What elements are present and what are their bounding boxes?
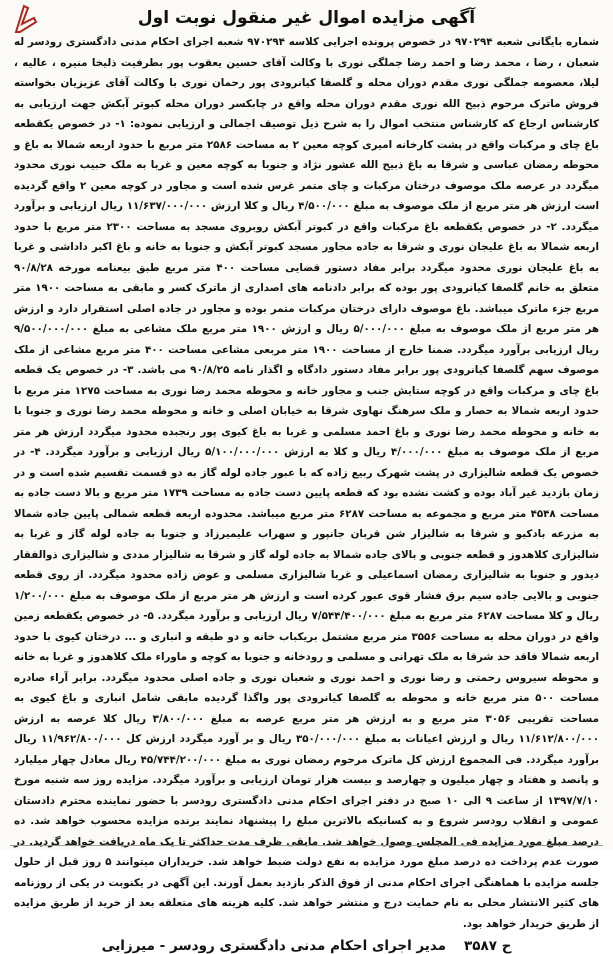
notice-body: شماره بایگانی شعبه ۹۷۰۲۹۴ در خصوص پرونده اجرایی کلاسه ۹۷۰۲۹۴ شعبه اجرای احکام مدنی دادگستری رودسر له شعبان ، رضا ، محمد رضا و احمد رضا جملگی نوری با وکالت آقای حسین یعقوب پور بطرفیت ذلیخا منیره ، عالیه ، لیلا، معصومه جملگی نوری مقدم دوران محله و گلصفا کیانرودی پور رحمان نوری با وکالت آقای عزیزیان بخواسته فروش ماترک مرحوم ذبیح الله نوری مقدم دوران محله واقع در چابکسر دوران محله کبوتر آبکش جهت ارزیابی به کارشناس ارجاع که کارشناس منتخب اموال را به شرح ذیل توصیف اجمالی و ارزیابی نموده: ۱- در خصوص یکقطعه باغ چای و مرکبات واقع در پشت کارخانه امیری کوچه معین ۲ به مساحت ۲۵۸۶ متر مربع با حدود اربعه شمالا به باغ و محوطه رمضان عباسی و شرقا به باغ ذبیح الله عشور نژاد و جنوبا به کوچه معین و غربا به ملک حبیب نوری محدود میگردد در عرصه ملک موصوف درختان مرکبات و چای متمر غرس شده است و مجاور در کوچه معین ۲ واقع گردیده است ارزش هر متر مربع از ملک موصوف به مبلغ ۴/۵۰۰/۰۰۰ ریال و کلا ارزش ۱۱/۶۳۷/۰۰۰/۰۰۰ ریال ارزیابی و برآورد میگردد. ۲- در خصوص یکقطعه باغ مرکبات واقع در کبوتر آبکش روبروی مسجد به مساحت ۲۳۰۰ متر مربع با حدود اربعه شمالا به باغ علیجان نوری و شرقا به جاده مجاور مسجد کبوتر آبکش و جنوبا به خانه و باغ اکبر داداشی و غربا به باغ علیجان نوری محدود میگردد برابر مفاد دستور قضایی مساحت ۴۰۰ متر مربع طبق بیعنامه مورخه ۹۰/۸/۲۸ متعلق به خانم گلصفا کیانرودی پور بوده که برابر دادنامه های اصداری از ماترک کسر و مابقی به مساحت ۱۹۰۰ متر مربع جزء ماترک میباشد. باغ موصوف دارای درختان مرکبات متمر بوده و مجاور در جاده اصلی استقرار دارد و ارزش هر متر مربع از ملک موصوف به مبلغ ۵/۰۰۰/۰۰۰ ریال و ارزش ۱۹۰۰ متر مربع ملک مشاعی به مبلغ ۹/۵۰۰/۰۰۰/۰۰۰ ریال ارزیابی برآورد میگردد. ضمنا خارج از مساحت ۱۹۰۰ متر مربعی مشاعی مساحت ۴۰۰ متر مربع مشاعی از ملک موصوف سهم گلصفا کیانرودی پور برابر مفاد دستور دادگاه و اگذار نامه ۹۰/۸/۲۵ می باشد. ۳- در خصوص یک قطعه باغ چای و مرکبات واقع در کوچه ستایش جنب و مجاور خانه و محوطه محمد رضا نوری به مساحت ۱۲۷۵ متر مربع با حدود اربعه شمالا به حصار و ملک سرهنگ نهاوی شرقا به خیابان اصلی و خانه و محوطه محمد رضا نوری و جنوبا با به خانه و محوطه محمد رضا نوری و باغ احمد مسلمی و غربا به باغ کیوی پور رنجبده محدود میگردد ارزش هر متر مربع از ملک موصوف به مبلغ ۴/۰۰۰/۰۰۰ ریال و کلا به ارزش ۵/۱۰۰/۰۰۰/۰۰۰ ریال ارزیابی و برآورد میگردد. ۴- در خصوص یک قطعه شالیزاری در پشت شهرک ربیع زاده که با عبور جاده لوله گاز به دو قسمت تقسیم شده است و در زمان بازدید غیر آباد بوده و کشت نشده بود که قطعه پایین دست جاده به مساحت ۱۷۳۹ متر مربع و بالا دست جاده به مساحت ۴۵۴۸ متر مربع و مجموعه به مساحت ۶۲۸۷ متر مربع میباشد. محدوده اربعه قطعه شمالی پایین جاده شمالا به مزرعه بادکیو و شرقا به شالیزار شن قربان جانپور و سهراب علیمیرزاد و جنوبا به جاده لوله گاز و غربا به شالیزاری کلاهدوز و قطعه جنوبی و بالای جاده شمالا به جاده لوله گاز و شرقا به شالیزار مددی و شالیزاری ذوالفقار دیدور و جنوبا به شالیزاری رمضان اسماعیلی و غربا شالیزاری مسلمی و عوض زاده محدود میگردد. از روی قطعه جنوبی و بالایی جاده سیم برق فشار قوی عبور کرده است و ارزش هر متر مربع از ملک موصوف به مبلغ ۱/۲۰۰/۰۰۰ ریال و کلا مساحت ۶۲۸۷ متر مربع به مبلغ ۷/۵۴۴/۴۰۰/۰۰۰ ریال ارزیابی و برآورد میگردد. ۵- در خصوص یکقطعه زمین واقع در دوران محله به مساحت ۳۵۵۶ متر مربع مشتمل بریکباب خانه و دو طبقه و انباری و ... درختان کیوی با حدود اربعه شمالا فاقد حد شرقا به ملک تهرانی و مسلمی و رودخانه و جنوبا به کوچه و ماوراء ملک کلاهدوز و غربا به خانه و محوطه سیروس رحمتی و رضا نوری و احمد نوری و شعبان نوری و جاده اصلی محدود میگردد. برابر آراء صادره مساحت ۵۰۰ متر مربع خانه و محوطه به گلصفا کیانرودی پور واگذا گردیده مابقی شامل انباری و باغ کیوی به مساحت تقریبی ۳۰۵۶ متر مربع و به ارزش هر متر مربع عرصه به مبلغ ۳/۸۰۰/۰۰۰ ریال کلا عرصه به ارزش ۱۱/۶۱۲/۸۰۰/۰۰۰ ریال و ارزش اعیانات به مبلغ ۳۵۰/۰۰۰/۰۰۰ ریال و بر آورد میگردد ارزش کل ۱۱/۹۶۲/۸۰۰/۰۰۰ ریال برآورد میگردد. فی المجموع ارزش کل ماترک مرحوم رمضان نوری به مبلغ ۴۵/۷۴۴/۲۰۰/۰۰۰ ریال معادل چهار میلیارد و پانصد و هفتاد و چهار میلیون و چهارصد و بیست هزار تومان ارزیابی و برآورد میگردد. مزایده روز سه شنبه مورخ ۱۳۹۷/۷/۱۰ از ساعت ۹ الی ۱۰ صبح در دفتر اجرای احکام مدنی دادگستری رودسر با حضور نماینده محترم دادستان عمومی و انقلاب رودسر شروع و به کسانیکه بالاترین مبلغ را پیشنهاد نمایند برنده مزایده محسوب خواهد شد. ده درصد مبلغ مورد مزایده فی المجلس وصول خواهد شد. مابقی ظرف مدت حداکثر تا یک ماه دریافت خواهد گردید. در صورت عدم پرداخت ده درصد مبلغ مورد مزایده به نفع دولت ضبط خواهد شد. خریداران میتوانند ۵ روز قبل از حلول جلسه مزایده با هماهنگی اجرای احکام مدنی از فوق الذکر بازدید بعمل آورند. این آگهی در یکنوبت در یکی از روزنامه های کثیر الانتشار محلی به نام حمایت درج و منتشر خواهد شد. کلیه هزینه های متعلقه بعد از خرید از طریق مزایده از طریق خریدار خواهد بود. [14,36,600,930]
notice-code: ح ۳۵۸۷ [464,938,512,954]
stamp-mark-icon [10,2,40,36]
notice-signature: مدیر اجرای احکام مدنی دادگستری رودسر - میرزایی [101,938,447,954]
notice-title: آگهی مزایده اموال غیر منقول نوبت اول [137,8,476,28]
bottom-divider [10,845,603,846]
notice-footer [14,938,599,954]
